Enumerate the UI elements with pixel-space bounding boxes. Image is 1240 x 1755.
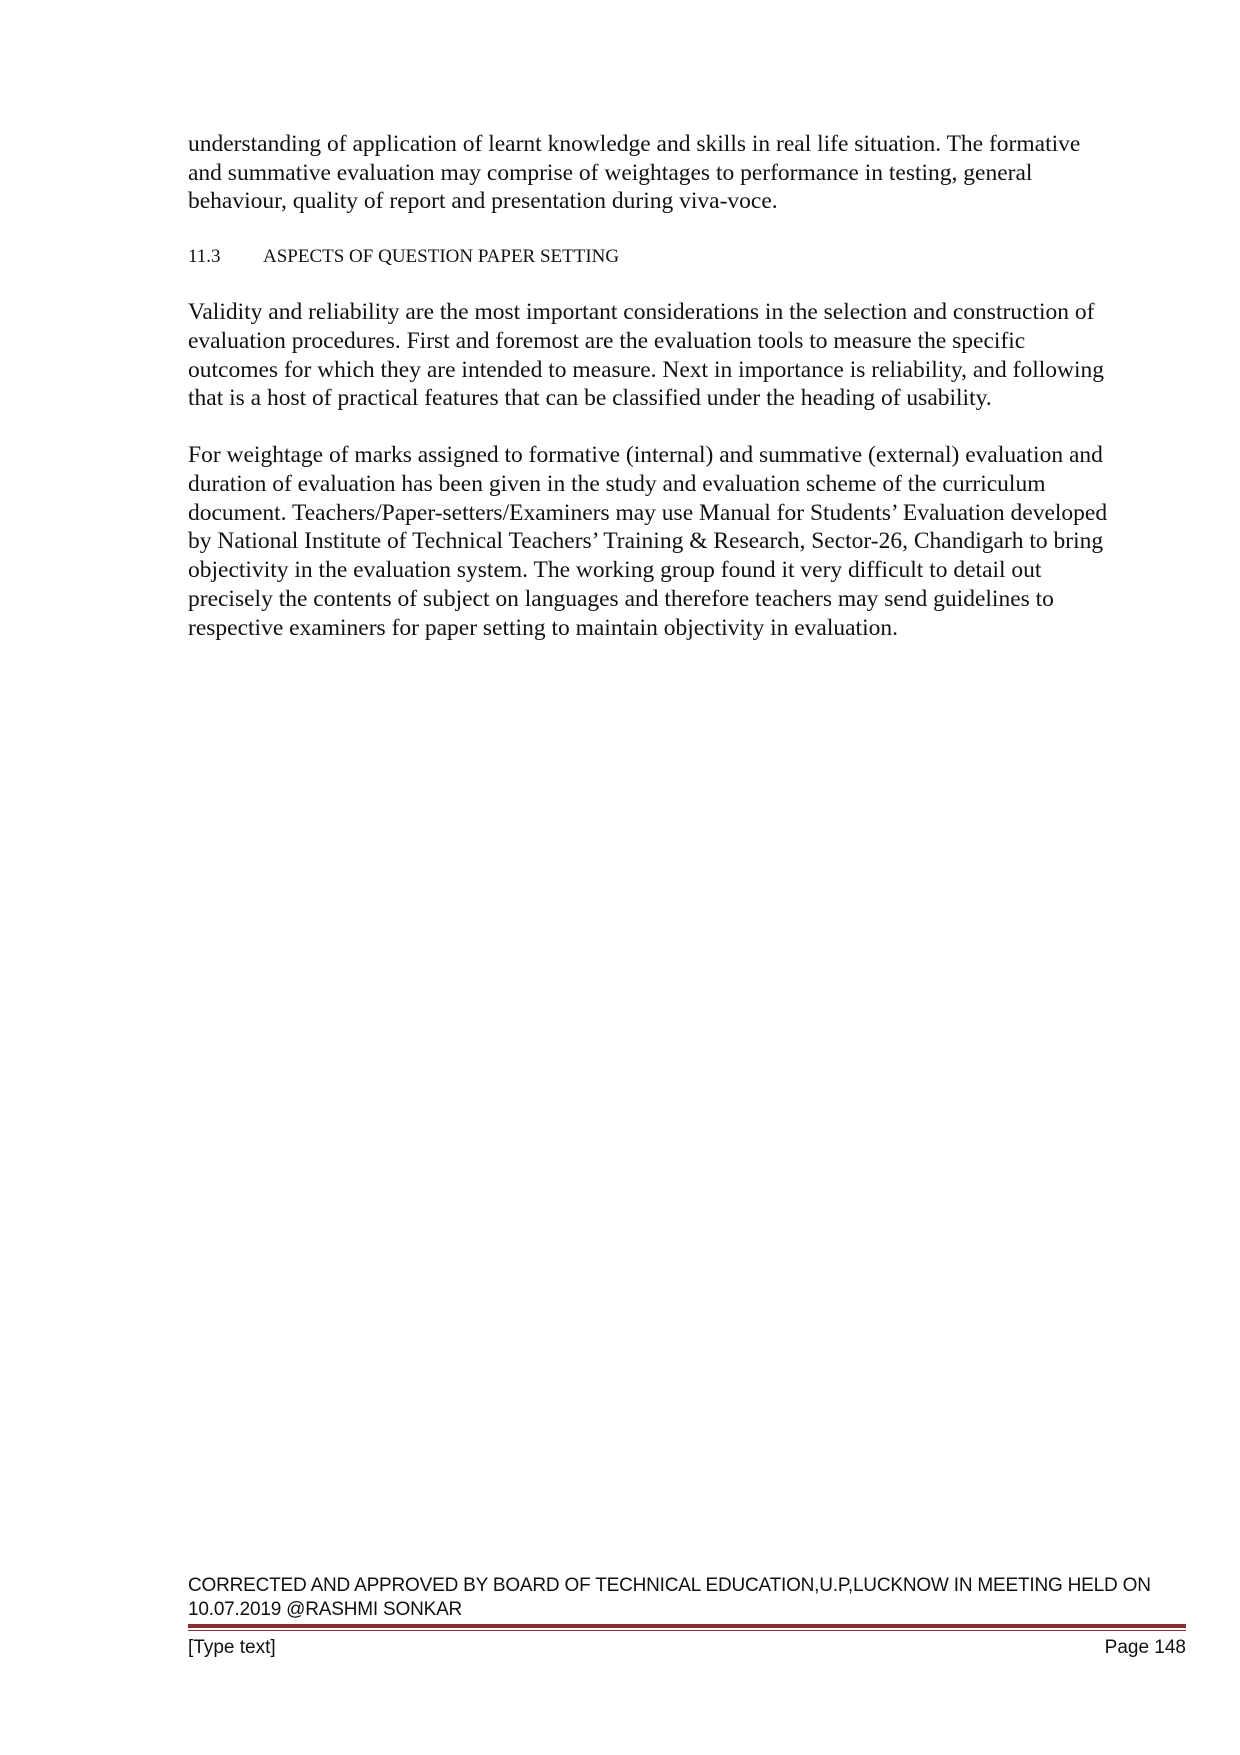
- validity-line: evaluation procedures. First and foremost are the evaluation tools to measure the specific: [188, 327, 1026, 354]
- validity-line: that is a host of practical features that can be classified under the heading of usability.: [188, 385, 992, 412]
- approval-line: 10.07.2019 @RASHMI SONKAR: [188, 1599, 463, 1620]
- section-title: ASPECTS OF QUESTION PAPER SETTING: [263, 246, 620, 267]
- footer-divider-thin: [188, 1630, 1186, 1631]
- approval-line: CORRECTED AND APPROVED BY BOARD OF TECHNICAL EDUCATION,U.P,LUCKNOW IN MEETING HELD ON: [188, 1575, 1151, 1596]
- intro-line: and summative evaluation may comprise of weightages to performance in testing, general: [188, 159, 1033, 186]
- weightage-line: objectivity in the evaluation system. The working group found it very difficult to detail out: [188, 557, 1042, 584]
- validity-line: outcomes for which they are intended to measure. Next in importance is reliability, and following: [188, 356, 1105, 383]
- intro-paragraph: [188, 130, 1188, 216]
- approval-note: [188, 1574, 1188, 1622]
- footer-divider-thick: [188, 1624, 1186, 1628]
- intro-line: behaviour, quality of report and presentation during viva-voce.: [188, 188, 778, 215]
- validity-paragraph: [188, 298, 1104, 413]
- intro-line: understanding of application of learnt knowledge and skills in real life situation. The formative: [188, 131, 1081, 157]
- footer-placeholder-text: [Type text]: [188, 1637, 276, 1658]
- page-number: Page 148: [1104, 1637, 1186, 1658]
- weightage-line: precisely the contents of subject on languages and therefore teachers may send guidelines to: [188, 585, 1054, 612]
- weightage-line: duration of evaluation has been given in the study and evaluation scheme of the curriculum: [188, 470, 1046, 497]
- section-number: 11.3: [188, 246, 221, 267]
- weightage-line: by National Institute of Technical Teachers’ Training & Research, Sector-26, Chandigarh to bring: [188, 528, 1104, 555]
- weightage-paragraph: [188, 441, 1107, 643]
- section-heading: [188, 245, 619, 269]
- weightage-line: For weightage of marks assigned to formative (internal) and summative (external) evaluation and: [188, 442, 1103, 468]
- weightage-line: document. Teachers/Paper-setters/Examiners may use Manual for Students’ Evaluation developed: [188, 499, 1108, 526]
- weightage-line: respective examiners for paper setting to maintain objectivity in evaluation.: [188, 614, 898, 641]
- validity-line: Validity and reliability are the most important considerations in the selection and construction of: [188, 299, 1095, 325]
